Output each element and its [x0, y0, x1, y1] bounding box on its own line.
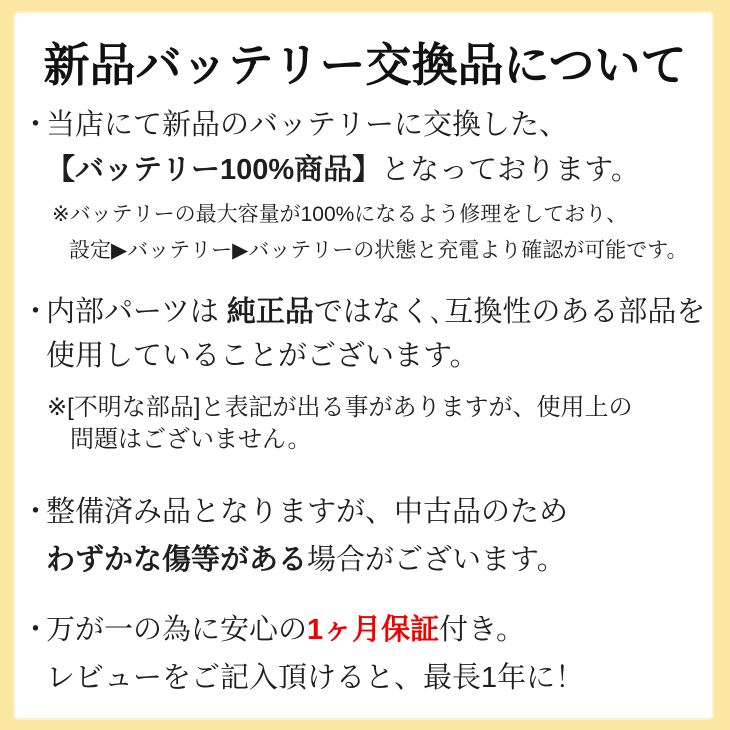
text-segment: 純正品: [226, 296, 314, 328]
text-segment: 【バッテリー100%商品】: [46, 154, 382, 186]
text-segment: 使用していることがございます。: [46, 340, 479, 372]
point-warranty-line-1: [21, 614, 525, 646]
text-segment: ではなく､互換性のある部品を: [313, 296, 706, 328]
page-title: 新品バッテリー交換品について: [43, 39, 687, 91]
point-battery-note-2: [69, 240, 688, 261]
point-battery-note-1: [52, 204, 627, 225]
text-segment: 1ヶ月保証: [307, 614, 440, 646]
text-segment: 当店にて新品のバッテリーに交換した、: [46, 109, 569, 141]
point-battery-line-1: [21, 109, 569, 141]
point-parts-line-1: [21, 296, 706, 328]
point-parts-note-1: [47, 396, 632, 420]
text-segment: 内部パーツは: [46, 296, 227, 328]
bullet-marker: ・: [21, 496, 51, 528]
text-segment: 万が一の為に安心の: [46, 614, 308, 646]
point-parts-line-2: [46, 342, 479, 371]
text-segment: 場合がございます。: [307, 544, 566, 576]
point-condition-line-2: [46, 546, 566, 575]
bullet-marker: ・: [21, 109, 51, 141]
point-battery-line-2: [46, 156, 640, 185]
text-segment: 整備済み品となりますが、中古品のため: [46, 496, 569, 528]
text-segment: わずかな傷等がある: [46, 544, 308, 576]
point-warranty-line-2: [46, 664, 584, 693]
text-segment: 設定▶バッテリー▶バッテリーの状態と充電より確認が可能です。: [69, 239, 688, 262]
point-condition-line-1: [21, 496, 569, 528]
point-parts-note-2: [70, 428, 311, 452]
text-segment: となっております。: [381, 154, 640, 186]
text-segment: レビューをご記入頂けると、最長1年に！: [46, 662, 585, 694]
bullet-marker: ・: [21, 614, 51, 646]
text-segment: 付き。: [439, 614, 525, 646]
bullet-marker: ・: [21, 296, 51, 328]
text-segment: ※バッテリーの最大容量が100%になるよう修理をしており、: [52, 203, 628, 226]
text-segment: 問題はございません。: [70, 426, 312, 453]
text-segment: ※[不明な部品]と表記が出る事がありますが、使用上の: [47, 394, 633, 421]
